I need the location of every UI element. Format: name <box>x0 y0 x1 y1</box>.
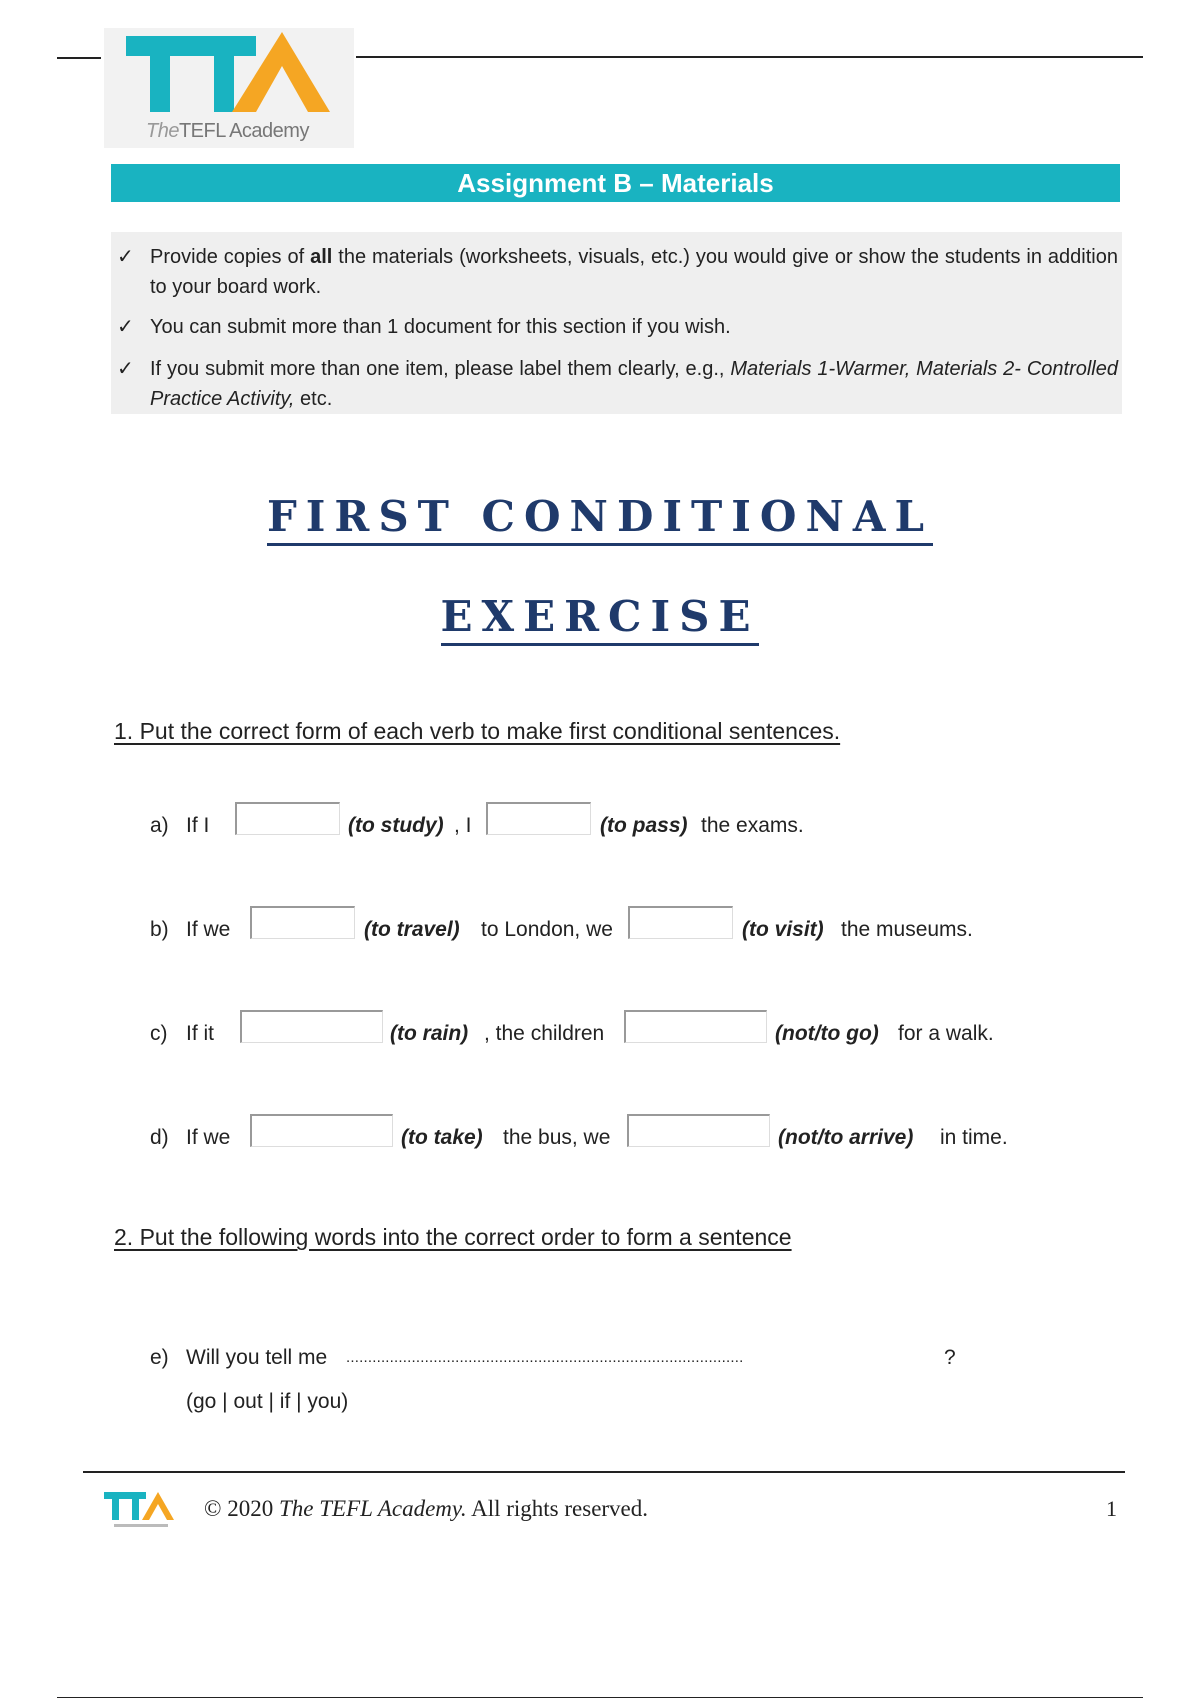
instruction-item <box>111 354 1122 416</box>
section1-heading: 1. Put the correct form of each verb to make first conditional sentences. <box>114 718 841 744</box>
answer-box-b1[interactable] <box>250 906 355 939</box>
instruction-item <box>111 312 1122 342</box>
sentence-text: If I <box>186 814 210 837</box>
sentence-text: Will you tell me <box>186 1346 328 1369</box>
instruction-text: You can submit more than 1 document for this section if you wish. <box>150 316 731 338</box>
checkmark-icon: ✓ <box>117 246 134 268</box>
sentence-text: If we <box>186 918 231 941</box>
footer-rule <box>83 1471 1125 1473</box>
sentence-text: in time. <box>940 1126 1008 1149</box>
section2-heading: 2. Put the following words into the correct order to form a sentence <box>114 1224 792 1250</box>
sentence-text: , I <box>454 814 472 837</box>
answer-box-b2[interactable] <box>628 906 733 939</box>
tta-logo <box>104 28 354 148</box>
exercise-c <box>150 1022 1050 1062</box>
checkmark-icon: ✓ <box>117 316 134 338</box>
sentence-text: for a walk. <box>898 1022 994 1045</box>
answer-box-a1[interactable] <box>235 802 340 835</box>
checkmark-icon: ✓ <box>117 358 134 380</box>
item-label: b) <box>150 918 169 941</box>
sentence-text: If it <box>186 1022 215 1045</box>
verb-hint: (to pass) <box>600 814 688 837</box>
page-number: 1 <box>1106 1496 1117 1521</box>
answer-box-a2[interactable] <box>486 802 591 835</box>
sentence-text: , the children <box>484 1022 605 1045</box>
assignment-banner: Assignment B – Materials <box>111 164 1120 202</box>
exercise-a <box>150 814 1050 854</box>
instruction-text: If you submit more than one item, please label them clearly, e.g., Materials 1-Warmer, Materials 2- Controlled Practice Activity, etc. <box>150 358 1118 410</box>
header-rule-right <box>356 56 1143 58</box>
word-bank: (go | out | if | you) <box>186 1390 349 1413</box>
worksheet-title-line2: EXERCISE <box>0 592 1200 641</box>
answer-box-c1[interactable] <box>240 1010 383 1043</box>
logo-sub-the: The <box>146 120 179 142</box>
instructions-box <box>111 232 1122 414</box>
answer-box-d2[interactable] <box>627 1114 770 1147</box>
footer-tta-logo-icon <box>104 1490 182 1534</box>
verb-hint: (to study) <box>348 814 444 837</box>
verb-hint: (to visit) <box>742 918 824 941</box>
sentence-text: the museums. <box>841 918 973 941</box>
logo-sub-name: TEFL Academy <box>178 120 309 142</box>
instruction-item <box>111 242 1122 304</box>
exercise-e <box>150 1346 1050 1386</box>
sentence-end: ? <box>944 1346 956 1369</box>
item-label: c) <box>150 1022 168 1045</box>
instruction-text: Provide copies of all the materials (worksheets, visuals, etc.) you would give or show the students in addition to your board work. <box>150 246 1118 298</box>
copyright-text: © 2020 The TEFL Academy. All rights reserved. <box>204 1496 649 1521</box>
bottom-rule <box>57 1697 1143 1698</box>
verb-hint: (to travel) <box>364 918 460 941</box>
answer-box-c2[interactable] <box>624 1010 767 1043</box>
item-label: a) <box>150 814 169 837</box>
answer-box-d1[interactable] <box>250 1114 393 1147</box>
sentence-text: If we <box>186 1126 231 1149</box>
header-rule-left <box>57 57 101 59</box>
worksheet-title-line1: FIRST CONDITIONAL <box>0 492 1200 541</box>
exercise-d <box>150 1126 1050 1166</box>
verb-hint: (not/to go) <box>775 1022 879 1045</box>
tta-logo-mark-icon <box>104 28 354 120</box>
verb-hint: (to take) <box>401 1126 483 1149</box>
sentence-text: the bus, we <box>503 1126 611 1149</box>
sentence-text: to London, we <box>481 918 613 941</box>
exercise-b <box>150 918 1050 958</box>
logo-subtitle <box>146 120 309 143</box>
answer-line[interactable]: ........................................................................................... <box>346 1349 744 1366</box>
verb-hint: (not/to arrive) <box>778 1126 914 1149</box>
item-label: e) <box>150 1346 169 1369</box>
item-label: d) <box>150 1126 169 1149</box>
sentence-text: the exams. <box>701 814 804 837</box>
verb-hint: (to rain) <box>390 1022 469 1045</box>
